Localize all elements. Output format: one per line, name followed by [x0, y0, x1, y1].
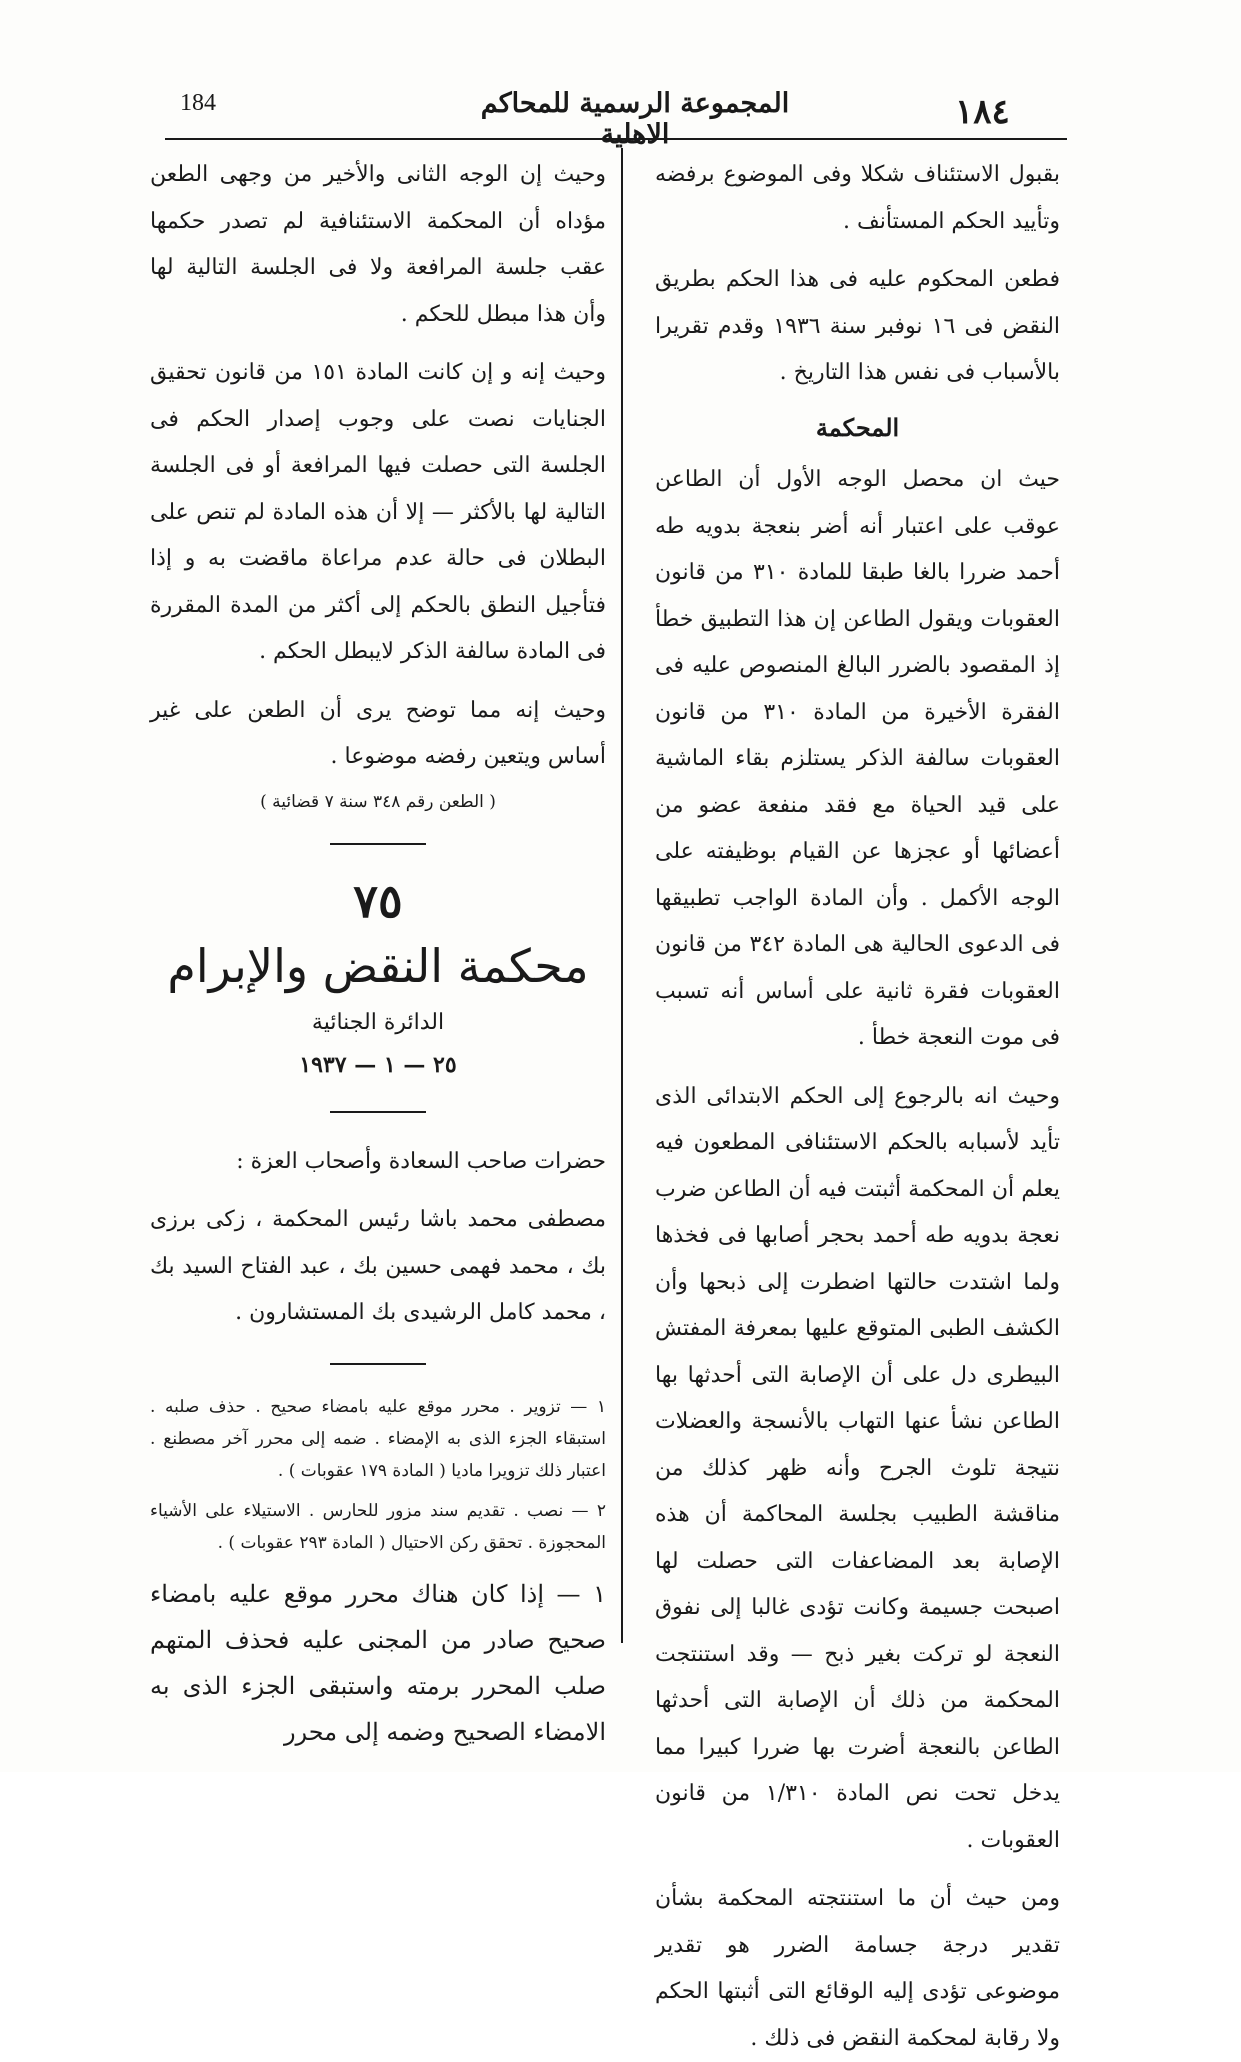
- page-number-arabic: ١٨٤: [955, 92, 1010, 132]
- chamber-name: الدائرة الجنائية: [311, 1009, 445, 1035]
- judgment-date: ٢٥ — ١ — ١٩٣٧: [299, 1051, 457, 1078]
- paragraph: بقبول الاستئناف شكلا وفى الموضوع برفضه وتأييد الحكم المستأنف .: [655, 162, 1060, 234]
- paragraph: ومن حيث أن ما استنتجته المحكمة بشأن تقدير درجة جسامة الضرر هو تقدير موضوعى تؤدى إليه الوقائع التى أثبتها الحكم ولا رقابة لمحكمة النقض فى ذلك .: [655, 1886, 1060, 2051]
- paragraph: حيث ان محصل الوجه الأول أن الطاعن عوقب على اعتبار أنه أضر بنعجة بدويه طه أحمد ضررا بالغا طبقا للمادة ٣١٠ من قانون العقوبات ويقول الطاعن إن هذا التطبيق خطأ إذ المقصود بالضرر البالغ المنصوص عليه فى الفقرة الأخيرة من المادة ٣١٠ من قانون العقوبات سالفة الذكر يستلزم بقاء الماشية على قيد الحياة مع فقد منفعة عضو من أعضائها أو عجزها عن القيام بوظيفته على الوجه الأكمل . وأن المادة الواجب تطبيقها فى الدعوى الحالية هى المادة ٣٤٢ من قانون العقوبات فقرة ثانية على أساس أنه تسبب فى موت النعجة خطأ .: [655, 467, 1060, 1050]
- judges-list: مصطفى محمد باشا رئيس المحكمة ، زكى برزى بك ، محمد فهمى حسين بك ، عبد الفتاح السيد بك ، محمد كامل الرشيدى بك المستشارون .: [150, 1207, 606, 1325]
- section-heading: المحكمة: [815, 412, 900, 442]
- divider: [330, 1363, 426, 1365]
- header-rule: [165, 138, 1067, 140]
- paragraph: وحيث إنه و إن كانت المادة ١٥١ من قانون تحقيق الجنايات نصت على وجوب إصدار الحكم فى الجلسة التى حصلت فيها المرافعة أو فى الجلسة التالية لها بالأكثر — إلا أن هذه المادة لم تنص على البطلان فى حالة عدم مراعاة ماقضت به و إذا فتأجيل النطق بالحكم إلى أكثر من المدة المقررة فى المادة سالفة الذكر لايبطل الحكم .: [150, 360, 606, 664]
- page-number-latin: 184: [180, 90, 216, 116]
- left-column: [150, 152, 606, 1755]
- headnote: ٢ — نصب . تقديم سند مزور للحارس . الاستيلاء على الأشياء المحجوزة . تحقق ركن الاحتيال ( المادة ٢٩٣ عقوبات ) .: [150, 1500, 606, 1553]
- paragraph: وحيث إن الوجه الثانى والأخير من وجهى الطعن مؤداه أن المحكمة الاستئنافية لم تصدر حكمها عقب جلسة المرافعة ولا فى الجلسة التالية لها وأن هذا مبطل للحكم .: [150, 162, 606, 327]
- running-title: المجموعة الرسمية للمحاكم الاهلية: [480, 88, 790, 150]
- case-number: ٧٥: [353, 873, 403, 928]
- court-name: محكمة النقض والإبرام: [167, 938, 589, 993]
- divider: [330, 1111, 426, 1113]
- divider: [330, 843, 426, 845]
- column-divider: [621, 148, 623, 1643]
- paragraph: وحيث انه بالرجوع إلى الحكم الابتدائى الذى تأيد لأسبابه بالحكم الاستئنافى المطعون فيه يعلم أن المحكمة أثبتت فيه أن الطاعن ضرب نعجة بدويه طه أحمد بحجر أصابها فى فخذها ولما اشتدت حالتها اضطرت إلى ذبحها وأن الكشف الطبى المتوقع عليها بمعرفة المفتش البيطرى دل على أن الإصابة التى أحدثها بها الطاعن نشأ عنها التهاب بالأنسجة والعضلات نتيجة تلوث الجرح وأنه ظهر كذلك من مناقشة الطبيب بجلسة المحاكمة أن هذه الإصابة بعد المضاعفات التى حصلت لها اصبحت جسيمة وكانت تؤدى غالبا إلى نفوق النعجة لو تركت بغير ذبح — وقد استنتجت المحكمة من ذلك أن الإصابة التى أحدثها الطاعن بالنعجة أضرت بها ضررا كبيرا مما يدخل تحت نص المادة ١/٣١٠ من قانون العقوبات .: [655, 1083, 1060, 1853]
- case-citation: ( الطعن رقم ٣٤٨ سنة ٧ قضائية ): [260, 791, 496, 812]
- headnote: ١ — تزوير . محرر موقع عليه بامضاء صحيح . حذف صلبه . استبقاء الجزء الذى به الإمضاء . ضمه إلى محرر آخر مصطنع . اعتبار ذلك تزويرا ماديا ( المادة ١٧٩ عقوبات ) .: [150, 1396, 606, 1481]
- paragraph: وحيث إنه مما توضح يرى أن الطعن على غير أساس ويتعين رفضه موضوعا .: [150, 697, 606, 769]
- paragraph: فطعن المحكوم عليه فى هذا الحكم بطريق النقض فى ١٦ نوفبر سنة ١٩٣٦ وقدم تقريرا بالأسباب فى نفس هذا التاريخ .: [655, 267, 1061, 385]
- headnotes: [150, 1391, 606, 1559]
- legal-principle: ١ — إذا كان هناك محرر موقع عليه بامضاء صحيح صادر من المجنى عليه فحذف المتهم صلب المحرر برمته واستبقى الجزء الذى به الامضاء الصحيح وضمه إلى محرر: [150, 1579, 606, 1746]
- right-column: [655, 152, 1060, 2062]
- presence-heading: حضرات صاحب السعادة وأصحاب العزة :: [236, 1148, 606, 1174]
